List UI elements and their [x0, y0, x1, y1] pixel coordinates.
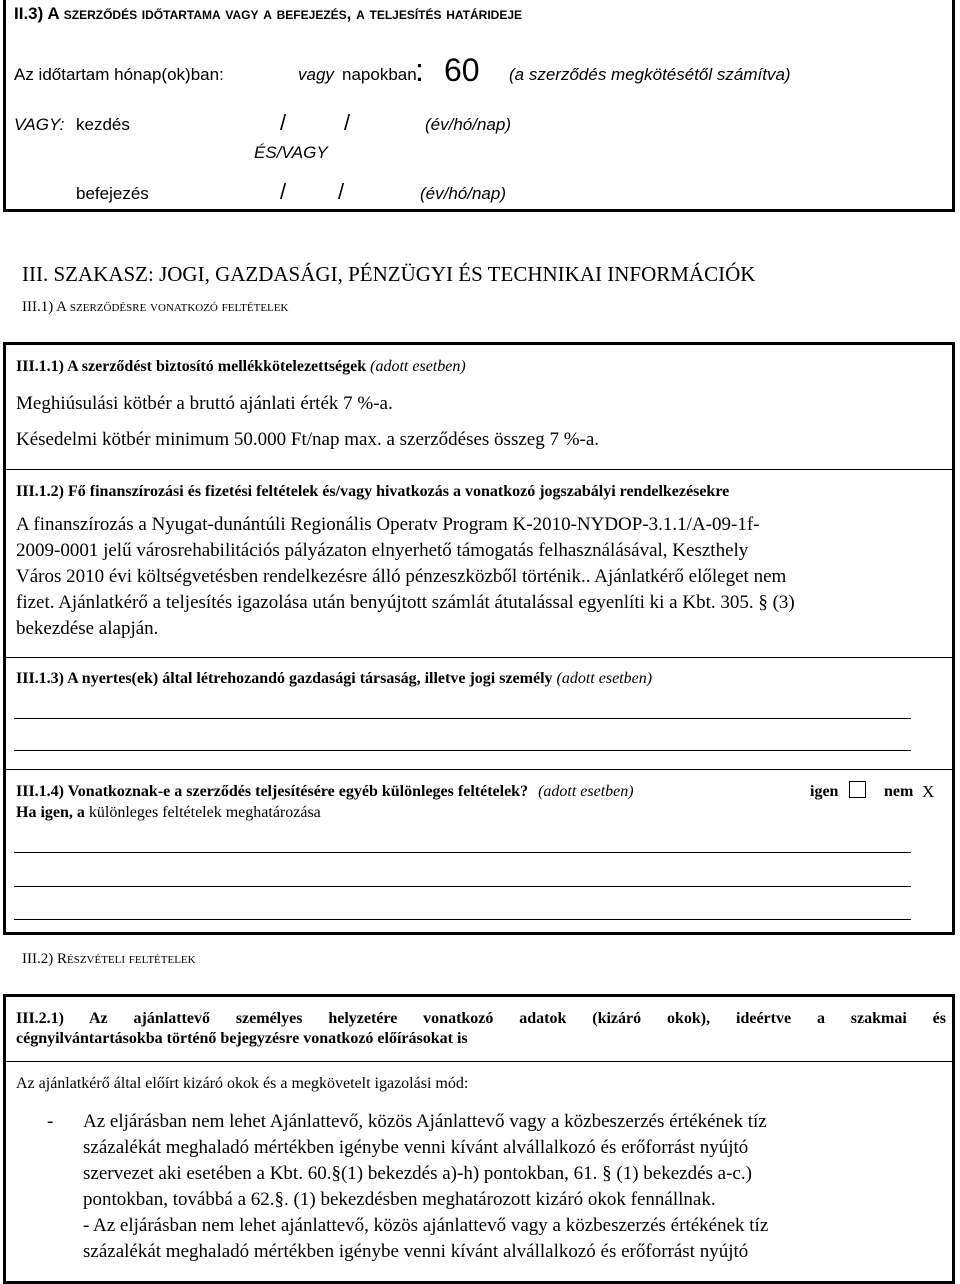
- s311-title-text: III.1.1) A szerződést biztosító mellékkötelezettségek: [16, 358, 367, 375]
- start-date-sep-2: /: [344, 110, 351, 135]
- end-date-sep-1: /: [280, 179, 287, 204]
- subsection-iii2-title: III.2) Részvételi feltételek: [22, 951, 196, 967]
- start-date-sep-1: /: [280, 110, 287, 135]
- s314-answer-line-3[interactable]: [14, 919, 911, 920]
- if-yes-rest: különleges feltételek meghatározása: [84, 804, 321, 821]
- s321-title-line-1: [16, 1010, 946, 1028]
- no-checked-mark[interactable]: X: [922, 782, 935, 801]
- start-label: kezdés: [76, 115, 130, 134]
- s313-title-text: III.1.3) A nyertes(ek) által létrehozandó gazdasági társaság, illetve jogi személy: [16, 670, 553, 687]
- duration-months-label: Az időtartam hónap(ok)ban:: [14, 65, 224, 84]
- s312-title: III.1.2) Fő finanszírozási és fizetési feltételek és/vagy hivatkozás a vonatkozó jogszabályi rendelkezésekre: [16, 483, 730, 500]
- subsection-iii1-title: III.1) A szerződésre vonatkozó feltételek: [22, 299, 289, 315]
- s312-line: bekezdése alapján.: [16, 618, 159, 639]
- s314-title-text: III.1.4) Vonatkoznak-e a szerződés teljesítésére egyéb különleges feltételek?: [16, 783, 529, 800]
- s311-line2: Késedelmi kötbér minimum 50.000 Ft/nap max. a szerződéses összeg 7 %-a.: [16, 429, 600, 450]
- s312-line: fizet. Ajánlatkérő a teljesítés igazolása után benyújtott számlát átutalással egyenlíti ki a Kbt. 305. § (3): [16, 592, 795, 613]
- s321-body: [83, 1109, 903, 1265]
- s311-note: (adott esetben): [370, 358, 466, 375]
- s312-line: A finanszírozás a Nyugat-dunántúli Regionális Operatv Program K-2010-NYDOP-3.1.1/A-09-1f-: [16, 514, 760, 535]
- s313-title: [16, 670, 652, 688]
- days-colon: :: [415, 52, 424, 88]
- s314-if-yes: [16, 804, 321, 822]
- or-label: vagy: [298, 65, 334, 84]
- section-iii-heading: III. SZAKASZ: JOGI, GAZDASÁGI, PÉNZÜGYI ÉS TECHNIKAI INFORMÁCIÓK: [22, 262, 756, 286]
- s321-title-text-1: III.2.1) Az ajánlattevő személyes helyzetére vonatkozó adatok (kizáró okok), ideértve a szakmai és: [16, 1010, 946, 1027]
- divider-s313: [5, 657, 953, 658]
- s313-answer-line-1[interactable]: [14, 718, 911, 719]
- s321-title-line-2: cégnyilvántartásokba történő bejegyzésre vonatkozó előírásokat is: [16, 1030, 468, 1047]
- s313-answer-line-2[interactable]: [14, 750, 911, 751]
- divider-s312: [5, 469, 953, 470]
- s311-line1: Meghiúsulási kötbér a bruttó ajánlati érték 7 %-a.: [16, 393, 393, 414]
- section-ii3-box: [3, 0, 955, 212]
- or-start-label: VAGY:: [14, 115, 65, 134]
- s321-line: Az eljárásban nem lehet Ajánlattevő, közös Ajánlattevő vagy a közbeszerzés értékének tíz: [83, 1111, 767, 1132]
- s314-title: [16, 783, 634, 801]
- divider-s321-intro: [5, 1061, 953, 1062]
- section-ii3-title: II.3) A szerződés időtartama vagy a befejezés, a teljesítés határideje: [14, 4, 523, 23]
- s313-note: (adott esetben): [556, 670, 653, 687]
- from-contract-note: (a szerződés megkötésétől számítva): [509, 65, 791, 84]
- end-date-format: (év/hó/nap): [420, 184, 506, 203]
- s321-bullet-dash: -: [47, 1111, 54, 1132]
- s311-title: [16, 358, 466, 376]
- s321-line: - Az eljárásban nem lehet ajánlattevő, közös ajánlattevő vagy a közbeszerzés értékének tíz: [83, 1215, 769, 1236]
- yes-checkbox[interactable]: [849, 781, 866, 798]
- days-label: napokban: [342, 65, 417, 84]
- s312-line: Város 2010 évi költségvetésben rendelkezésre álló pénzeszközből történik.. Ajánlatkérő előleget nem: [16, 566, 787, 587]
- end-label: befejezés: [76, 184, 149, 203]
- days-value: 60: [444, 52, 480, 88]
- and-or-label: ÉS/VAGY: [254, 143, 328, 162]
- s321-line: százalékát meghaladó mértékben igénybe venni kívánt alvállalkozó és erőforrást nyújtó: [83, 1137, 749, 1158]
- divider-s314: [5, 769, 953, 770]
- s321-line: százalékát meghaladó mértékben igénybe venni kívánt alvállalkozó és erőforrást nyújtó: [83, 1241, 749, 1262]
- s314-note: (adott esetben): [538, 783, 634, 800]
- s321-line: pontokban, továbbá a 62.§. (1) bekezdésben meghatározott kizáró okok fennállnak.: [83, 1189, 716, 1210]
- if-yes-bold: Ha igen, a: [16, 804, 85, 821]
- end-date-sep-2: /: [338, 179, 345, 204]
- s314-answer-line-1[interactable]: [14, 852, 911, 853]
- s321-intro: Az ajánlatkérő által előírt kizáró okok és a megkövetelt igazolási mód:: [16, 1075, 469, 1092]
- s314-answer-line-2[interactable]: [14, 886, 911, 887]
- s312-body: [16, 512, 946, 642]
- start-date-format: (év/hó/nap): [425, 115, 511, 134]
- s321-line: szervezet aki esetében a Kbt. 60.§(1) bekezdés a)-h) pontokban, 61. § (1) bekezdés a-c.): [83, 1163, 752, 1184]
- yes-label: igen: [810, 783, 839, 800]
- no-label: nem: [884, 783, 914, 800]
- s312-line: 2009-0001 jelű városrehabilitációs pályázaton elnyerhető támogatás felhasználásával, Keszthely: [16, 540, 749, 561]
